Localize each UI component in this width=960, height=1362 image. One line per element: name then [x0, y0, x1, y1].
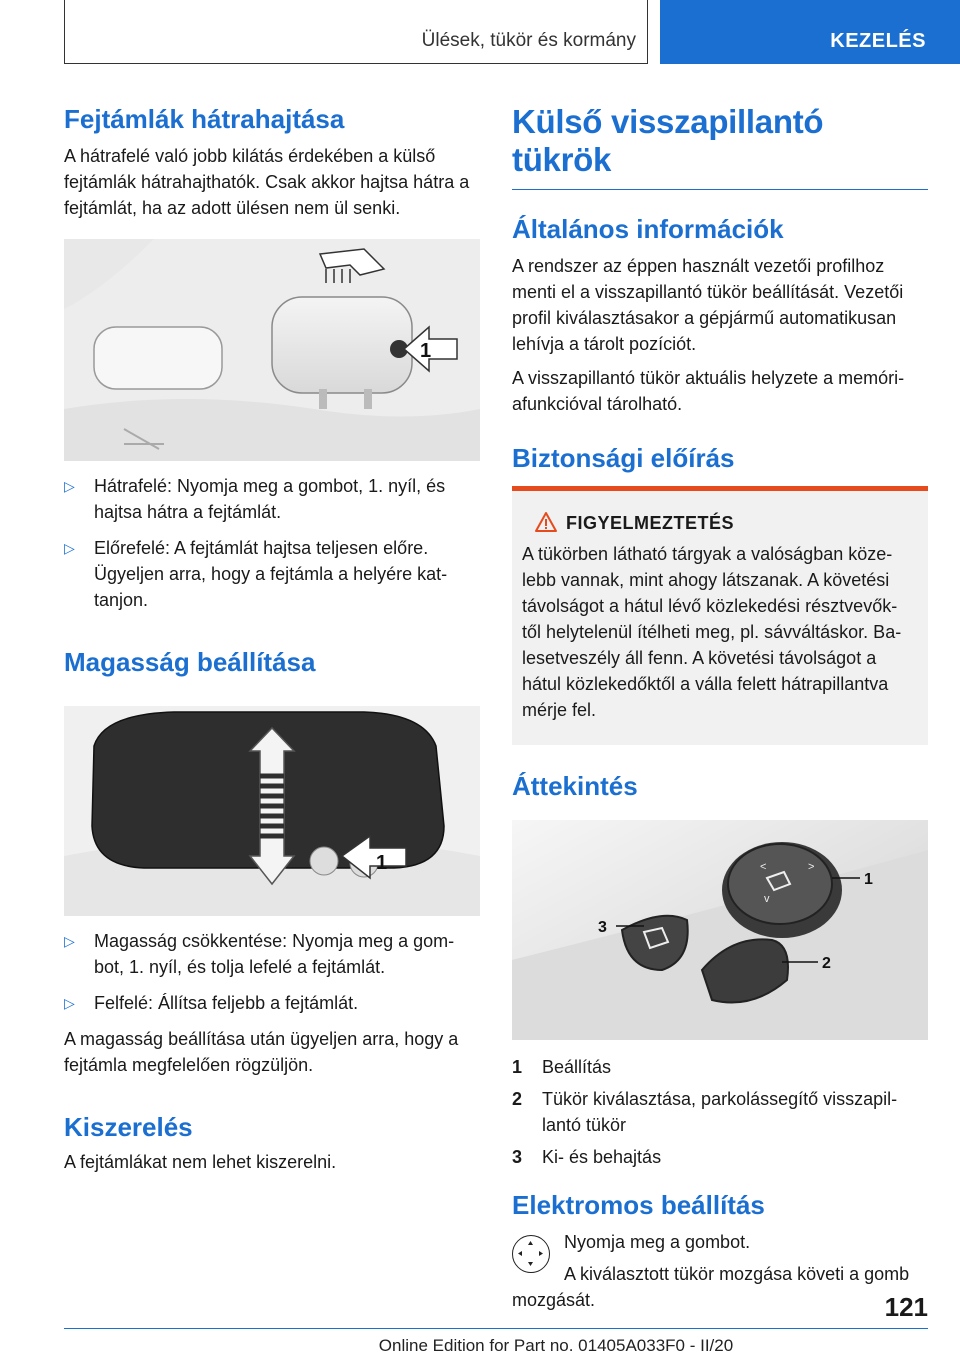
figure-headrest-fold	[64, 239, 480, 461]
section-title-electric: Elektromos beállítás	[512, 1190, 765, 1220]
triangle-bullet-icon: ▷	[64, 995, 75, 1011]
list-item: ▷ Magasság csökkentése: Nyomja meg a gom‐ bot, 1. nyíl, és tolja lefelé a fejtámlát.	[64, 928, 480, 980]
section-title-overview: Áttekintés	[512, 771, 638, 801]
general-p2: A visszapillantó tükör aktuális helyzete a memóri‐ afunkcióval tárolható.	[512, 368, 905, 414]
triangle-bullet-icon: ▷	[64, 478, 75, 494]
section-tab: KEZELÉS	[660, 0, 960, 64]
fig3-callout-1: 1	[864, 871, 873, 888]
svg-text:>: >	[808, 861, 815, 873]
headrest-height-illustration	[64, 706, 480, 916]
electric-p2: A kiválasztott tükör mozgása követi a gomb mozgását.	[512, 1264, 910, 1310]
section-title-removal: Kiszerelés	[64, 1112, 193, 1142]
list-item: 3 Ki- és behajtás	[512, 1147, 662, 1167]
fold-headrest-intro: A hátrafelé való jobb kilátás érdekében a külső fejtámlák hátrahajthatók. Csak akkor hajtsa hátra a fejtámlát, ha az adott ülésen nem ül senki.	[64, 146, 470, 218]
height-note: A magasság beállítása után ügyeljen arra, hogy a fejtámla megfelelően rögzüljön.	[64, 1029, 459, 1075]
general-p1: A rendszer az éppen használt vezetői profilhoz menti el a visszapillantó tükör beállítását. Vezetői profil kiválasztásakor a gépjármű automatikusan lehívja a tárolt pozíciót.	[512, 256, 904, 354]
fold-steps-list	[64, 473, 480, 613]
left-column	[64, 100, 480, 1175]
electric-p1: Nyomja meg a gombot.	[564, 1232, 751, 1252]
section-title-fold-headrest: Fejtámlák hátrahajtása	[64, 104, 345, 134]
list-item: 2 Tükör kiválasztása, parkolássegítő visszapil‐ lantó tükör	[512, 1089, 898, 1135]
headrest-fold-illustration	[64, 239, 480, 461]
fig2-callout-1: 1	[376, 852, 388, 874]
section-title-height: Magasság beállítása	[64, 647, 316, 677]
mirror-adjust-button-icon	[512, 1235, 550, 1273]
svg-text:<: <	[760, 861, 767, 873]
fig3-callout-2: 2	[822, 955, 831, 972]
mirror-controls-illustration	[512, 820, 928, 1040]
removal-text: A fejtámlákat nem lehet kiszerelni.	[64, 1152, 337, 1172]
overview-list	[512, 1054, 928, 1170]
warning-text: A tükörben látható tárgyak a valóságban köze‐ lebb vannak, mint ahogy látszanak. A követési távolságot a hátul lévő közlekedési résztvevők‐ től helytelenül ítélheti meg, pl. sávváltáskor. Ba‐ lesetveszély áll fenn. A követési távolságot a hátul közlekedőktől a válla felett hátrapillantva mérje fel.	[522, 544, 902, 720]
page-number: 121	[884, 1292, 928, 1322]
warning-box	[512, 486, 928, 745]
footer-rule	[64, 1328, 928, 1329]
triangle-bullet-icon: ▷	[64, 540, 75, 556]
height-steps-list	[64, 928, 480, 1016]
triangle-bullet-icon: ▷	[64, 933, 75, 949]
figure-headrest-height	[64, 706, 480, 916]
chapter-title: Ülések, tükör és kormány	[421, 30, 636, 51]
list-item: ▷ Előrefelé: A fejtámlát hajtsa teljesen előre. Ügyeljen arra, hogy a fejtámla a helyére kat‐ tanjon.	[64, 535, 480, 613]
right-column	[512, 100, 928, 1313]
warning-triangle-icon	[534, 511, 558, 533]
fig1-callout-1: 1	[420, 340, 432, 362]
section-title-safety: Biztonsági előírás	[512, 443, 735, 473]
list-item: 1 Beállítás	[512, 1057, 612, 1077]
list-item: ▷ Hátrafelé: Nyomja meg a gombot, 1. nyíl, és hajtsa hátra a fejtámlát.	[64, 473, 480, 525]
list-item: ▷ Felfelé: Állítsa feljebb a fejtámlát.	[64, 990, 480, 1016]
main-title: Külső visszapillantó tükrök	[512, 103, 928, 190]
edition-text: Online Edition for Part no. 01405A033F0 - II/20	[378, 1336, 734, 1355]
footer-edition	[64, 1336, 928, 1356]
page-footer	[64, 1292, 928, 1356]
section-title-general: Általános információk	[512, 214, 784, 244]
warning-heading: FIGYELMEZTETÉS	[522, 511, 918, 535]
fig3-callout-3: 3	[598, 919, 607, 936]
figure-mirror-controls	[512, 820, 928, 1040]
svg-text:v: v	[764, 893, 770, 905]
